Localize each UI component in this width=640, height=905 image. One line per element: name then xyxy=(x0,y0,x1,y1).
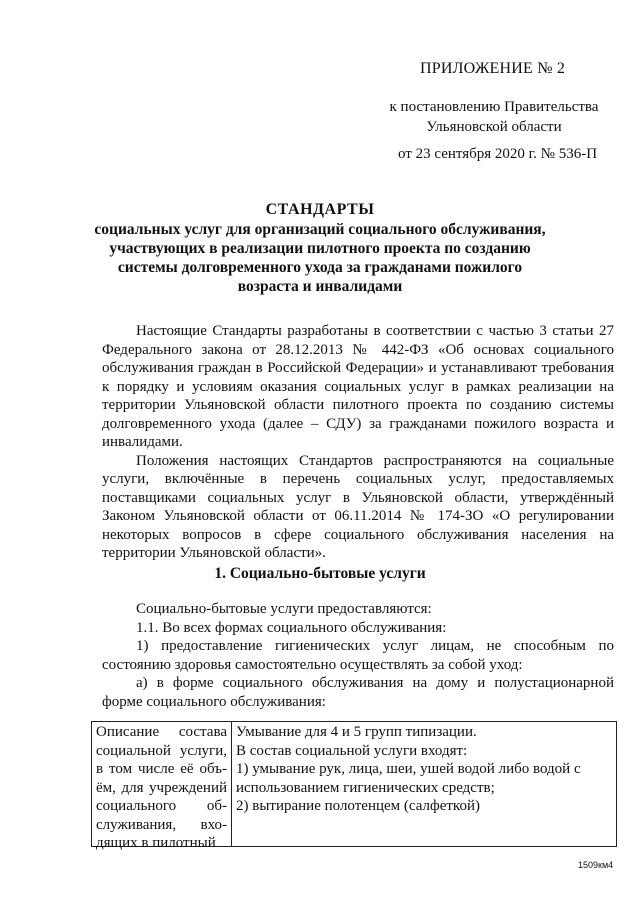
document-title xyxy=(40,200,600,296)
table-line-4: 2) вытирание полотенцем (салфеткой) xyxy=(236,798,480,814)
basis-line-2: Ульяновской области xyxy=(426,119,562,135)
title-line-1: социальных услуг для организаций социального обслуживания, xyxy=(94,221,546,238)
section-text xyxy=(102,600,614,711)
service-table xyxy=(91,721,617,851)
intro-paragraph-2: Положения настоящих Стандартов распространяются на социальные услуги, включённые в перечень социальных услуг, предоставляемых поставщиками социальных услуг в Ульяновской области, утверждённый Законом Ульяновской области от 06.11.2014 № 174-ЗО «О регулировании некоторых вопросов в сфере социального обслуживания населения на территории Ульяновской области». xyxy=(102,452,614,561)
basis-line-1: к постановлению Правительства xyxy=(389,99,599,115)
section-line-2: 1.1. Во всех формах социального обслуживания: xyxy=(136,619,447,636)
table-line-3: 1) умывание рук, лица, шеи, ушей водой либо водой с использованием гигиенических средств; xyxy=(236,761,581,796)
intro-text xyxy=(102,322,614,563)
title-line-3: системы долговременного ухода за гражданами пожилого xyxy=(117,259,523,276)
appendix-date: от 23 сентября 2020 г. № 536-П xyxy=(398,146,598,162)
table-line-2: В состав социальной услуги входят: xyxy=(236,742,468,759)
appendix-number: ПРИЛОЖЕНИЕ № 2 xyxy=(420,60,566,77)
table-line-1: Умывание для 4 и 5 групп типизации. xyxy=(236,724,477,740)
footer-code: 1509км4 xyxy=(578,860,614,870)
table-cell-left-text: Описание состава социальной услуги, в том числе её объ-ём, для учреждений социального об-служивания, вхо-дящих в пилотный xyxy=(96,724,227,851)
section-line-3: 1) предоставление гигиенических услуг лицам, не способным по состоянию здоровья самостоятельно осуществлять за собой уход: xyxy=(102,638,614,673)
intro-paragraph-1: Настоящие Стандарты разработаны в соответствии с частью 3 статьи 27 Федерального закона от 28.12.2013 № 442-ФЗ «Об основах социального обслуживания граждан в Российской Федерации» и устанавливают требования к порядку и условиям оказания социальных услуг в рамках реализации на территории Ульяновской области пилотного проекта по созданию системы долговременного ухода (далее – СДУ) за гражданами пожилого возраста и инвалидами. xyxy=(102,323,614,450)
title-line-2: участвующих в реализации пилотного проекта по созданию xyxy=(109,240,531,257)
section-heading: 1. Социально-бытовые услуги xyxy=(214,565,426,582)
appendix-basis xyxy=(378,97,610,137)
table-cell-description xyxy=(92,722,232,851)
section-line-1: Социально-бытовые услуги предоставляются: xyxy=(136,601,432,617)
title-main: СТАНДАРТЫ xyxy=(265,201,375,218)
section-line-4: а) в форме социального обслуживания на дому и полустационарной форме социального обслуживания: xyxy=(102,675,614,710)
table-cell-content xyxy=(232,722,616,846)
title-line-4: возраста и инвалидами xyxy=(237,278,403,295)
